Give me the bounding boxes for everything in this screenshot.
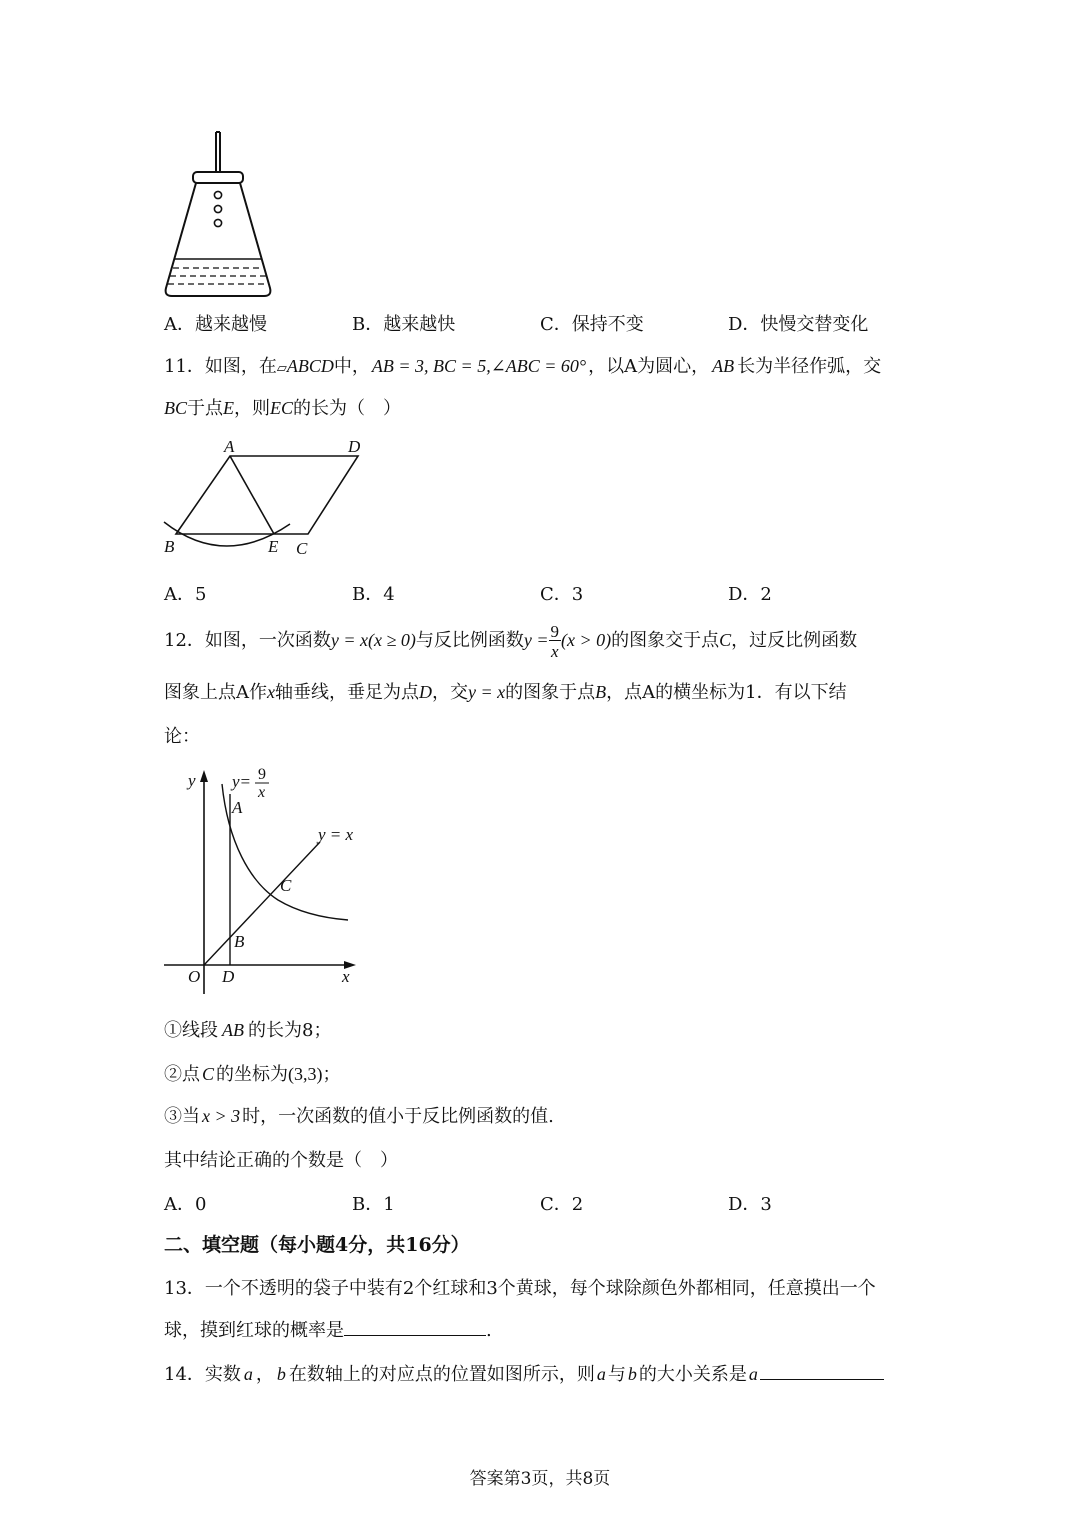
- q12-line-1: 12．如图，一次函数y = x(x ≥ 0)与反比例函数y = $\frac{9}{x}$ (x > 0)的图象交于点C，过反比例函数: [164, 621, 858, 661]
- graph-origin-label: O: [188, 967, 201, 986]
- q12-option-b: B．1: [352, 1194, 395, 1215]
- q10-option-a: A．越来越慢: [164, 314, 267, 335]
- label-a: A: [224, 437, 235, 456]
- graph-y-axis-label: y: [188, 771, 196, 790]
- q12-statement-2: ②点 C 的坐标为(3,3)；: [164, 1064, 341, 1085]
- graph-point-c: C: [280, 876, 292, 895]
- q11-line-2: BC于点E，则EC的长为（ ）: [164, 398, 402, 419]
- function-graph: [158, 762, 368, 1002]
- label-c: C: [296, 539, 308, 558]
- q10-option-d: D．快慢交替变化: [728, 314, 869, 335]
- section-heading: 二、填空题（每小题4分，共16分）: [164, 1234, 470, 1256]
- q11-line-1: 11．如图，在▱ABCD中， AB = 3, BC = 5,∠ABC = 60° ，以A为圆心， AB 长为半径作弧，交: [164, 356, 882, 377]
- label-d: D: [348, 437, 361, 456]
- graph-x-axis-label: x: [342, 967, 350, 986]
- q12-statement-1: ①线段 AB 的长为8；: [164, 1020, 332, 1041]
- graph-point-d: D: [222, 967, 235, 986]
- q12-question: 其中结论正确的个数是（ ）: [164, 1150, 398, 1171]
- q13-line-1: 13．一个不透明的袋子中装有2个红球和3个黄球，每个球除颜色外都相同，任意摸出一个: [164, 1278, 876, 1299]
- q10-option-b: B．越来越快: [352, 314, 456, 335]
- parallelogram-figure: [158, 434, 378, 564]
- q11-option-c: C．3: [540, 584, 584, 605]
- graph-curve-den: x: [258, 784, 266, 801]
- q13-line-2: 球，摸到红球的概率是 .: [164, 1316, 492, 1342]
- q10-option-c: C．保持不变: [540, 314, 644, 335]
- q12-option-d: D．3: [728, 1194, 772, 1215]
- label-e: E: [268, 537, 279, 556]
- q12-statement-3: ③当 x > 3 时，一次函数的值小于反比例函数的值.: [164, 1106, 554, 1127]
- flask-figure: [160, 128, 280, 303]
- graph-line-label: y = x: [318, 825, 354, 844]
- q12-line-2: 图象上点A作x轴垂线，垂足为点D，交y = x的图象于点B，点A的横坐标为1．有以下结: [164, 682, 847, 703]
- graph-point-b: B: [234, 932, 245, 951]
- fraction-9-over-x: $\frac{9}{x}$: [550, 621, 560, 661]
- q12-line-3: 论：: [164, 726, 200, 747]
- graph-curve-num: 9: [258, 766, 266, 783]
- q12-option-a: A．0: [164, 1194, 207, 1215]
- q12-option-c: C．2: [540, 1194, 584, 1215]
- q11-option-d: D．2: [728, 584, 772, 605]
- q13-answer-blank[interactable]: [344, 1317, 486, 1336]
- graph-curve-label: y=: [232, 772, 252, 791]
- q11-option-b: B．4: [352, 584, 395, 605]
- page-footer: 答案第3页，共8页: [469, 1469, 611, 1489]
- label-b: B: [164, 537, 175, 556]
- q11-option-a: A．5: [164, 584, 207, 605]
- q14-answer-blank[interactable]: [760, 1361, 884, 1380]
- q14-line-1: 14．实数 a ， b 在数轴上的对应点的位置如图所示，则 a 与 b 的大小关系是 a: [164, 1360, 884, 1386]
- graph-point-a: A: [232, 798, 243, 817]
